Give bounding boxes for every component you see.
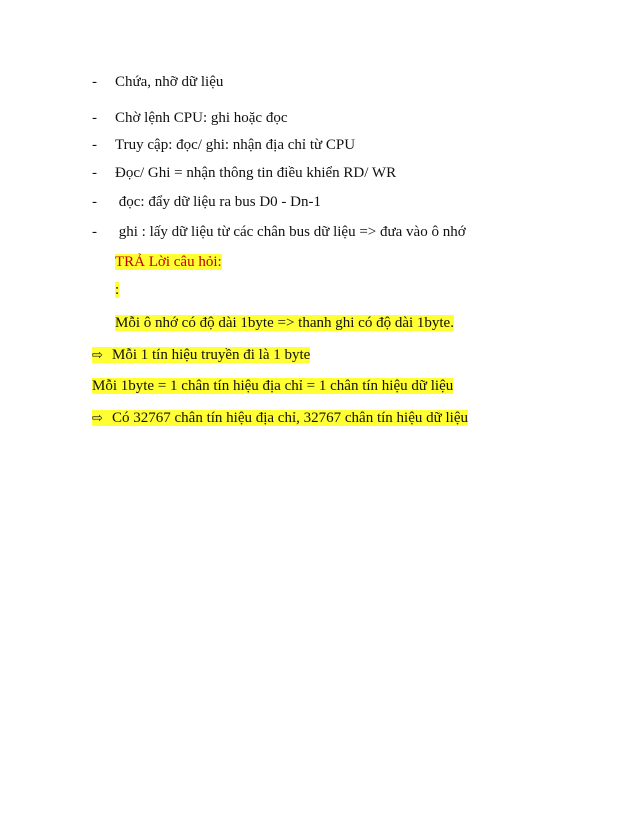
bullet-dash: - (92, 194, 97, 210)
bullet-text: Đọc/ Ghi = nhận thông tin điều khiển RD/ WR (115, 165, 397, 181)
bullet-item (92, 192, 321, 212)
bullet-item (92, 163, 396, 183)
answer-heading-row (115, 252, 222, 272)
bullet-dash: - (92, 137, 97, 153)
bullet-dash: - (92, 165, 97, 181)
bullet-text: đọc: đẩy dữ liệu ra bus D0 - Dn-1 (115, 194, 322, 210)
answer-line-2: Mỗi 1 tín hiệu truyền đi là 1 byte (112, 347, 311, 363)
answer-line-4-row (92, 408, 468, 429)
answer-line-1: Mỗi ô nhớ có độ dài 1byte => thanh ghi có độ dài 1byte. (115, 315, 454, 331)
bullet-text: ghi : lấy dữ liệu từ các chân bus dữ liệu => đưa vào ô nhớ (115, 224, 466, 240)
answer-line-2-row (92, 345, 310, 366)
answer-line-4: Có 32767 chân tín hiệu địa chỉ, 32767 chân tín hiệu dữ liệu (112, 410, 468, 426)
answer-line-3-row (92, 376, 453, 396)
bullet-text: Truy cập: đọc/ ghi: nhận địa chỉ từ CPU (115, 137, 356, 153)
answer-colon-row (115, 280, 119, 300)
answer-heading: TRẢ Lời câu hỏi: (115, 254, 222, 270)
answer-line-1-row (115, 313, 454, 333)
bullet-dash: - (92, 74, 97, 90)
right-arrow-icon: ⇨ (92, 411, 103, 426)
bullet-text: Chứa, nhỡ dữ liệu (115, 74, 224, 90)
bullet-item (92, 72, 223, 92)
bullet-text: Chờ lệnh CPU: ghi hoặc đọc (115, 110, 288, 126)
bullet-item (92, 222, 466, 242)
bullet-item (92, 108, 288, 128)
bullet-item (92, 135, 355, 155)
bullet-dash: - (92, 110, 97, 126)
answer-colon: : (115, 282, 120, 298)
answer-line-3: Mỗi 1byte = 1 chân tín hiệu địa chỉ = 1 chân tín hiệu dữ liệu (92, 378, 454, 394)
right-arrow-icon: ⇨ (92, 348, 103, 363)
bullet-dash: - (92, 224, 97, 240)
